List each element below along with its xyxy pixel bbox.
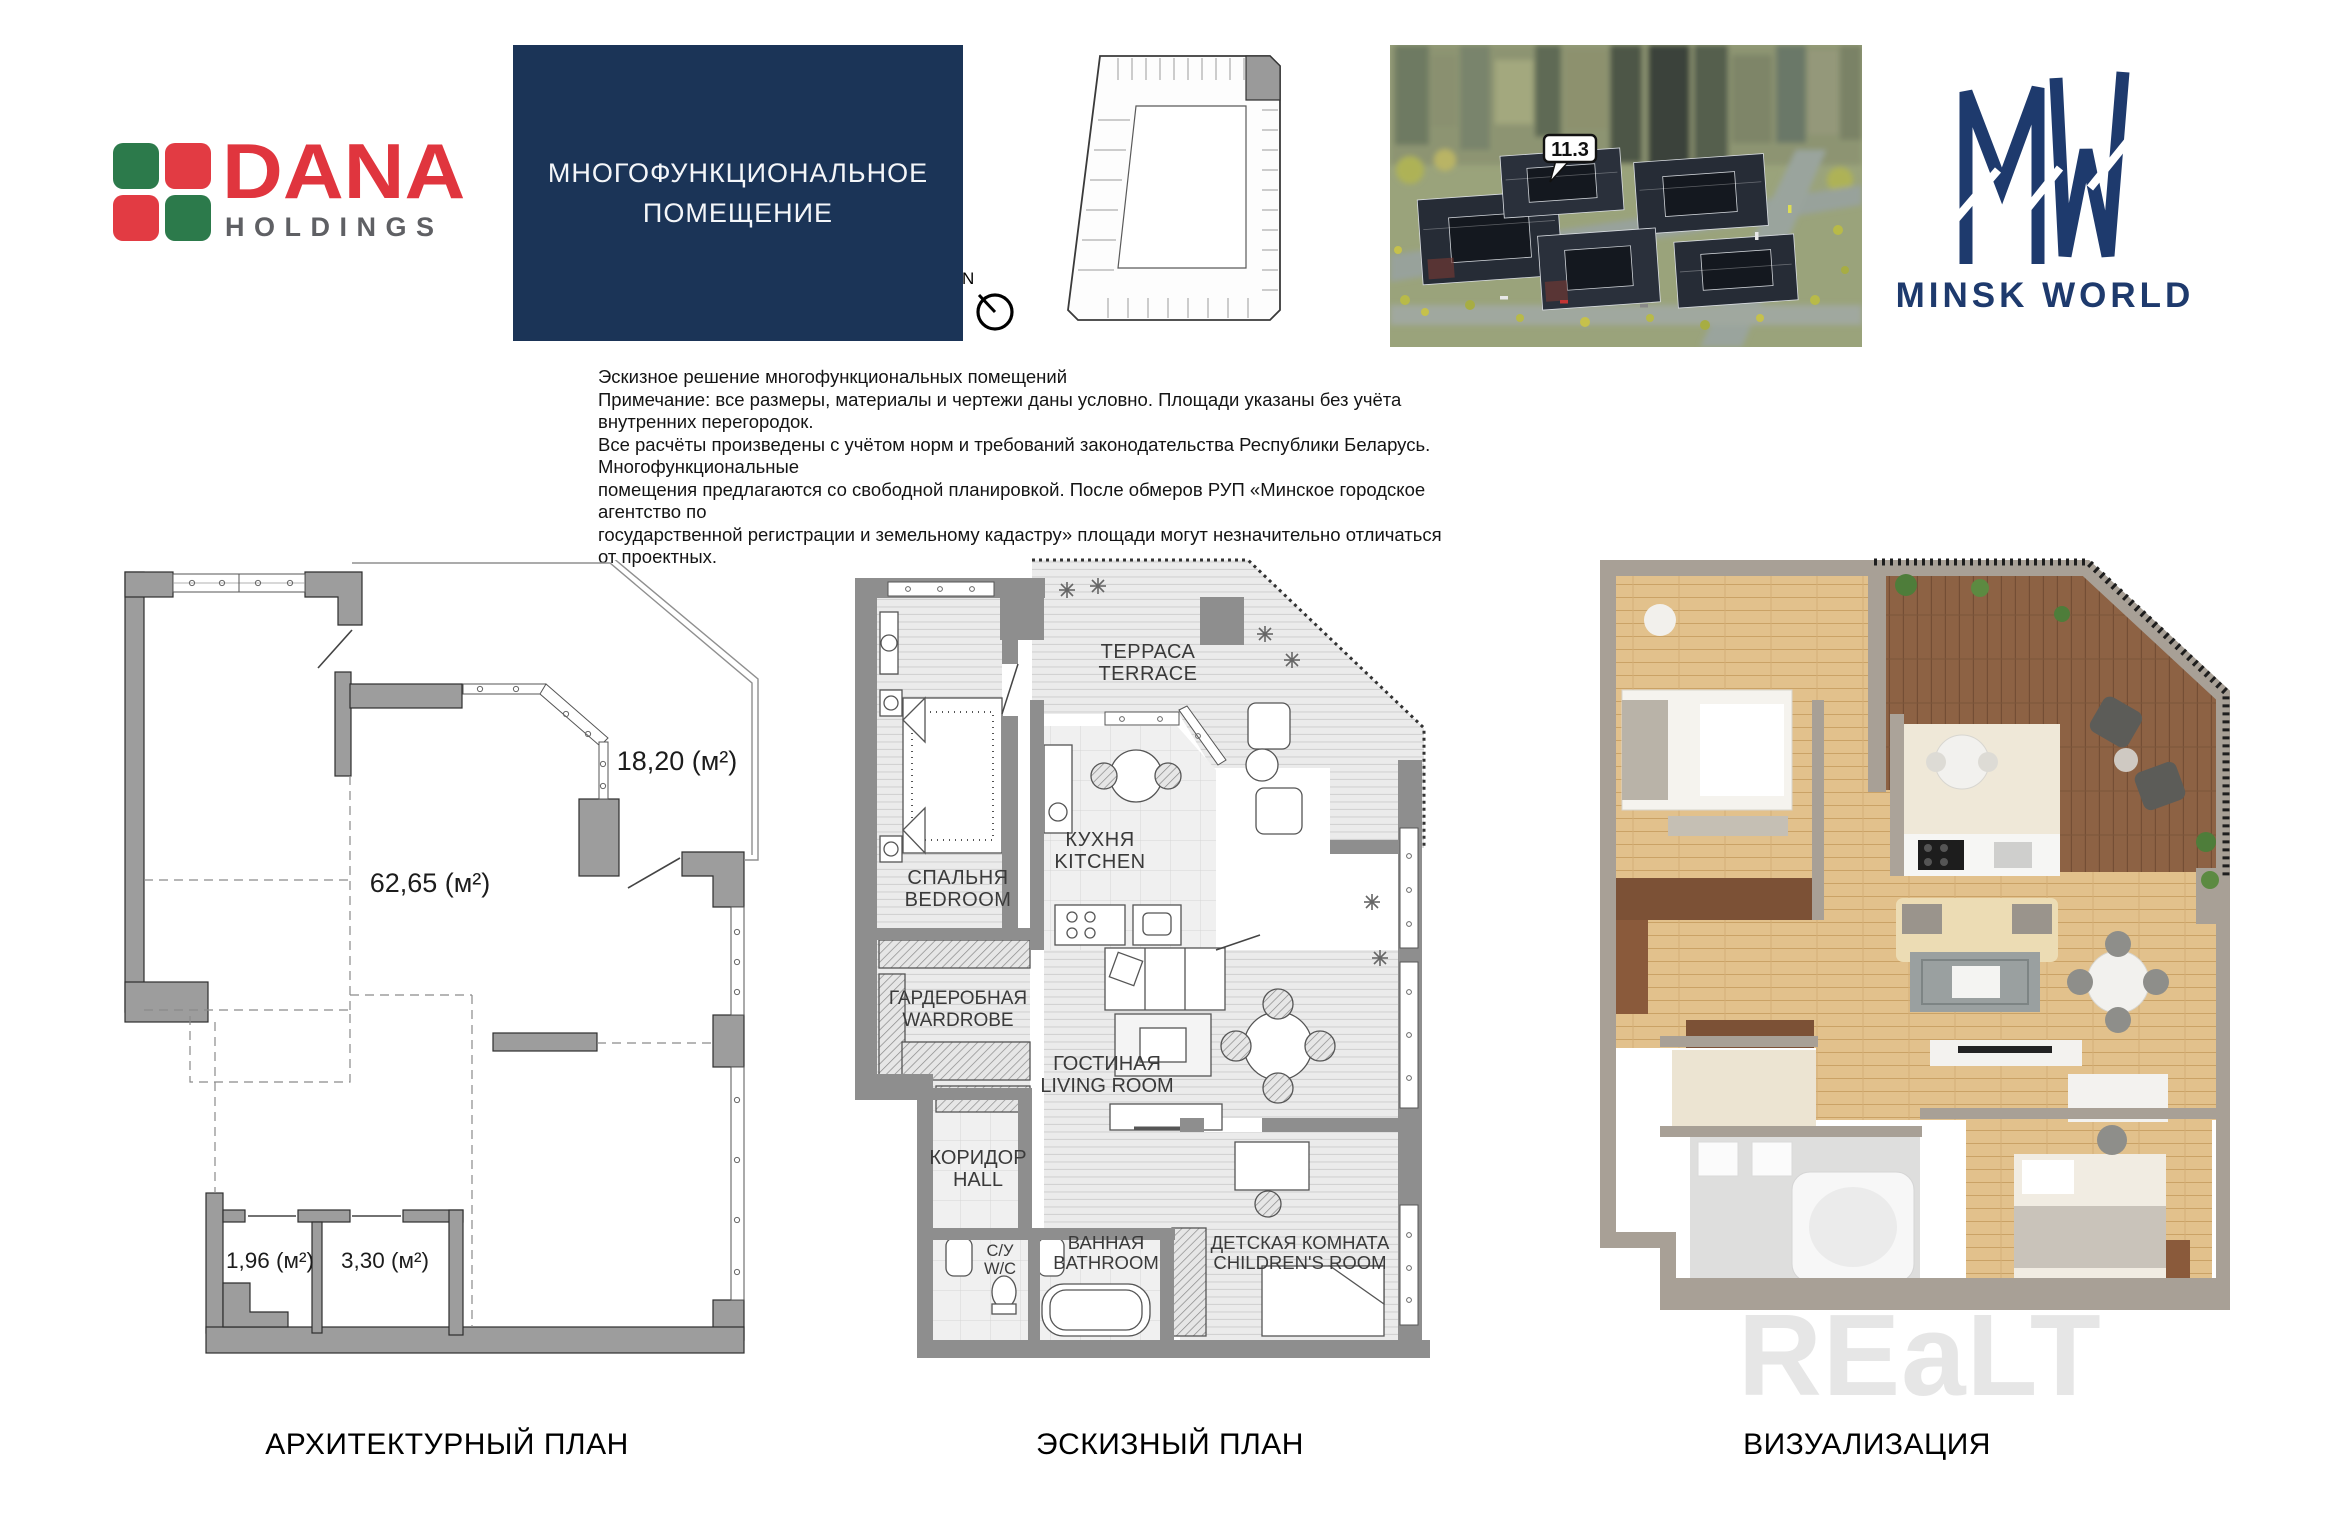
- disclaimer-line: государственной регистрации и земельному кадастру» площади могут незначительно отличаться от проектных.: [598, 523, 1442, 567]
- minsk-world-wordmark: MINSK WORLD: [1895, 276, 2195, 315]
- disclaimer-line: Эскизное решение многофункциональных помещений: [598, 366, 1068, 387]
- living-label-ru: ГОСТИНАЯ: [1053, 1053, 1161, 1075]
- terrace-label-en: TERRACE: [1098, 663, 1198, 685]
- premises-title-box: [513, 45, 963, 341]
- area-bath-label: 3,30 (м²): [341, 1248, 429, 1273]
- children-label-ru: ДЕТСКАЯ КОМНАТА: [1210, 1232, 1390, 1253]
- wardrobe-label-en: WARDROBE: [902, 1010, 1014, 1031]
- area-main-label: 62,65 (м²): [369, 868, 491, 898]
- children-label-en: CHILDREN'S ROOM: [1213, 1252, 1387, 1273]
- dana-square-green: [165, 195, 211, 241]
- bath-label-ru: ВАННАЯ: [1067, 1232, 1145, 1253]
- area-terrace-label: 18,20 (м²): [616, 746, 738, 776]
- sketch-plan: [852, 550, 1500, 1370]
- dana-holdings-logo: [113, 127, 513, 248]
- architectural-plan: [120, 560, 764, 1370]
- bedroom-label-ru: СПАЛЬНЯ: [907, 867, 1009, 889]
- dana-square-red: [113, 195, 159, 241]
- bedroom-label-en: BEDROOM: [904, 889, 1012, 911]
- dana-subbrand-text: HOLDINGS: [225, 212, 444, 242]
- dana-logo-icon: [113, 143, 211, 243]
- visualization-render: [1585, 545, 2230, 1390]
- terrace-outline: [350, 560, 758, 860]
- wc-label-en: W/C: [983, 1260, 1017, 1278]
- doors: [248, 630, 680, 1216]
- caption-architectural: АРХИТЕКТУРНЫЙ ПЛАН: [265, 1428, 629, 1461]
- dashed-lines: [144, 776, 713, 1327]
- walls: [125, 572, 744, 1353]
- highlighted-unit: [1246, 56, 1280, 100]
- disclaimer-line: помещения предлагаются со свободной планировкой. После обмеров РУП «Минское городское агентство по: [598, 478, 1426, 522]
- kitchen-label-ru: КУХНЯ: [1065, 829, 1135, 851]
- disclaimer-text: [598, 366, 1458, 569]
- hall-label-ru: КОРИДОР: [929, 1147, 1027, 1169]
- terrace-label-ru: ТЕРРАСА: [1100, 641, 1196, 663]
- living-label-en: LIVING ROOM: [1040, 1075, 1174, 1097]
- realt-watermark: REaLT: [1738, 1290, 2102, 1420]
- building-key-plan: [1048, 50, 1303, 340]
- windows: [173, 574, 744, 1300]
- title-line-1: МНОГОФУНКЦИОНАЛЬНОЕ: [547, 158, 929, 188]
- kitchen-label-en: KITCHEN: [1054, 851, 1146, 873]
- north-arrow-icon: [958, 262, 1024, 342]
- dana-brand-text: DANA: [222, 127, 466, 215]
- building-number: 11.3: [1551, 139, 1589, 161]
- bath-label-en: BATHROOM: [1053, 1252, 1159, 1273]
- hall-label-en: HALL: [952, 1169, 1004, 1191]
- dana-square-red: [165, 143, 211, 189]
- caption-sketch: ЭСКИЗНЫЙ ПЛАН: [1036, 1428, 1304, 1461]
- caption-visualization: ВИЗУАЛИЗАЦИЯ: [1743, 1428, 1991, 1461]
- svg-text:N: N: [962, 269, 975, 288]
- wc-label-ru: С/У: [986, 1242, 1014, 1260]
- disclaimer-line: Все расчёты произведены с учётом норм и требований законодательства Республики Беларусь. Многофункциональные: [598, 433, 1431, 477]
- title-line-2: ПОМЕЩЕНИЕ: [642, 198, 834, 228]
- dana-square-green: [113, 143, 159, 189]
- wardrobe-label-ru: ГАРДЕРОБНАЯ: [888, 988, 1028, 1009]
- disclaimer-line: Примечание: все размеры, материалы и чертежи даны условно. Площади указаны без учёта внутренних перегородок.: [598, 388, 1402, 432]
- aerial-render: [1390, 45, 1862, 347]
- minsk-world-monogram-icon: [1952, 66, 2132, 268]
- area-wc-label: 1,96 (м²): [226, 1248, 314, 1273]
